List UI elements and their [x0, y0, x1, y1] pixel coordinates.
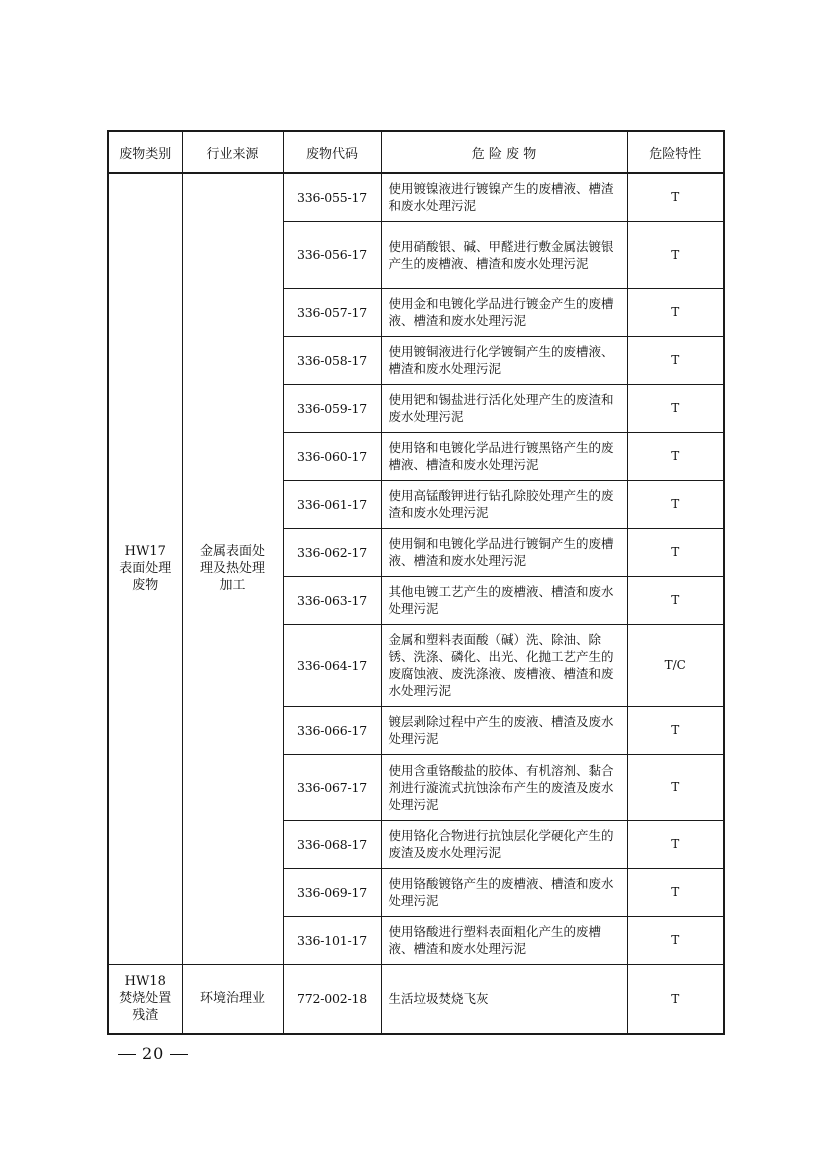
waste-code: 336-064-17: [283, 624, 381, 706]
table-body: [108, 173, 724, 1034]
waste-description: 使用铬化合物进行抗蚀层化学硬化产生的废渣及废水处理污泥: [381, 820, 627, 868]
waste-description: 使用铬酸进行塑料表面粗化产生的废槽液、槽渣和废水处理污泥: [381, 916, 627, 964]
hazard-characteristic: T: [627, 754, 724, 820]
waste-category-cell: [108, 964, 182, 1034]
header-category: 废物类别: [108, 131, 182, 173]
header-industry: 行业来源: [182, 131, 283, 173]
waste-code: 772-002-18: [283, 964, 381, 1034]
waste-code: 336-068-17: [283, 820, 381, 868]
waste-description: 生活垃圾焚烧飞灰: [381, 964, 627, 1034]
waste-code: 336-059-17: [283, 384, 381, 432]
table-row: [108, 173, 724, 221]
footer-dash-left: [118, 1054, 136, 1055]
waste-code: 336-066-17: [283, 706, 381, 754]
waste-code: 336-058-17: [283, 336, 381, 384]
waste-description: 使用含重铬酸盐的胶体、有机溶剂、黏合剂进行漩流式抗蚀涂布产生的废渣及废水处理污泥: [381, 754, 627, 820]
waste-category-cell: [108, 173, 182, 964]
hazard-characteristic: T: [627, 916, 724, 964]
hazard-characteristic: T: [627, 432, 724, 480]
waste-category: HW18 焚烧处置 残渣: [119, 974, 172, 1024]
hazard-characteristic: T: [627, 480, 724, 528]
hazard-characteristic: T: [627, 528, 724, 576]
waste-description: 镀层剥除过程中产生的废液、槽渣及废水处理污泥: [381, 706, 627, 754]
waste-description: 使用钯和锡盐进行活化处理产生的废渣和废水处理污泥: [381, 384, 627, 432]
header-characteristic: 危险特性: [627, 131, 724, 173]
waste-description: 其他电镀工艺产生的废槽液、槽渣和废水处理污泥: [381, 576, 627, 624]
header-row: [108, 131, 724, 173]
waste-code: 336-069-17: [283, 868, 381, 916]
page-footer: [112, 1044, 194, 1063]
waste-description: 使用铬和电镀化学品进行镀黑铬产生的废槽液、槽渣和废水处理污泥: [381, 432, 627, 480]
hazard-characteristic: T: [627, 336, 724, 384]
hazard-characteristic: T: [627, 173, 724, 221]
industry-source: 环境治理业: [199, 991, 265, 1007]
hazard-characteristic: T: [627, 221, 724, 288]
industry-source-cell: [182, 173, 283, 964]
hazard-characteristic: T: [627, 868, 724, 916]
industry-source: 金属表面处 理及热处理 加工: [199, 544, 265, 594]
waste-code: 336-057-17: [283, 288, 381, 336]
hazard-characteristic: T/C: [627, 624, 724, 706]
table-row: [108, 964, 724, 1034]
waste-code: 336-055-17: [283, 173, 381, 221]
waste-code: 336-060-17: [283, 432, 381, 480]
header-waste: 危 险 废 物: [381, 131, 627, 173]
hazard-characteristic: T: [627, 288, 724, 336]
waste-description: 使用硝酸银、碱、甲醛进行敷金属法镀银产生的废槽液、槽渣和废水处理污泥: [381, 221, 627, 288]
header-code: 废物代码: [283, 131, 381, 173]
waste-description: 使用金和电镀化学品进行镀金产生的废槽液、槽渣和废水处理污泥: [381, 288, 627, 336]
waste-code: 336-061-17: [283, 480, 381, 528]
waste-code: 336-056-17: [283, 221, 381, 288]
page-number: 20: [142, 1044, 165, 1063]
waste-code: 336-062-17: [283, 528, 381, 576]
hazard-characteristic: T: [627, 384, 724, 432]
table-header: [108, 131, 724, 173]
waste-description: 使用镀镍液进行镀镍产生的废槽液、槽渣和废水处理污泥: [381, 173, 627, 221]
hazardous-waste-table: [107, 130, 725, 1035]
waste-description: 使用铜和电镀化学品进行镀铜产生的废槽液、槽渣和废水处理污泥: [381, 528, 627, 576]
footer-dash-right: [170, 1054, 188, 1055]
waste-description: 使用镀铜液进行化学镀铜产生的废槽液、槽渣和废水处理污泥: [381, 336, 627, 384]
waste-code: 336-067-17: [283, 754, 381, 820]
hazard-characteristic: T: [627, 820, 724, 868]
hazard-characteristic: T: [627, 964, 724, 1034]
waste-code: 336-063-17: [283, 576, 381, 624]
waste-description: 金属和塑料表面酸（碱）洗、除油、除锈、洗涤、磷化、出光、化抛工艺产生的废腐蚀液、废洗涤液、废槽液、槽渣和废水处理污泥: [381, 624, 627, 706]
waste-description: 使用铬酸镀铬产生的废槽液、槽渣和废水处理污泥: [381, 868, 627, 916]
waste-description: 使用高锰酸钾进行钻孔除胶处理产生的废渣和废水处理污泥: [381, 480, 627, 528]
hazard-characteristic: T: [627, 576, 724, 624]
waste-code: 336-101-17: [283, 916, 381, 964]
industry-source-cell: [182, 964, 283, 1034]
hazard-characteristic: T: [627, 706, 724, 754]
waste-category: HW17 表面处理 废物: [119, 544, 172, 594]
